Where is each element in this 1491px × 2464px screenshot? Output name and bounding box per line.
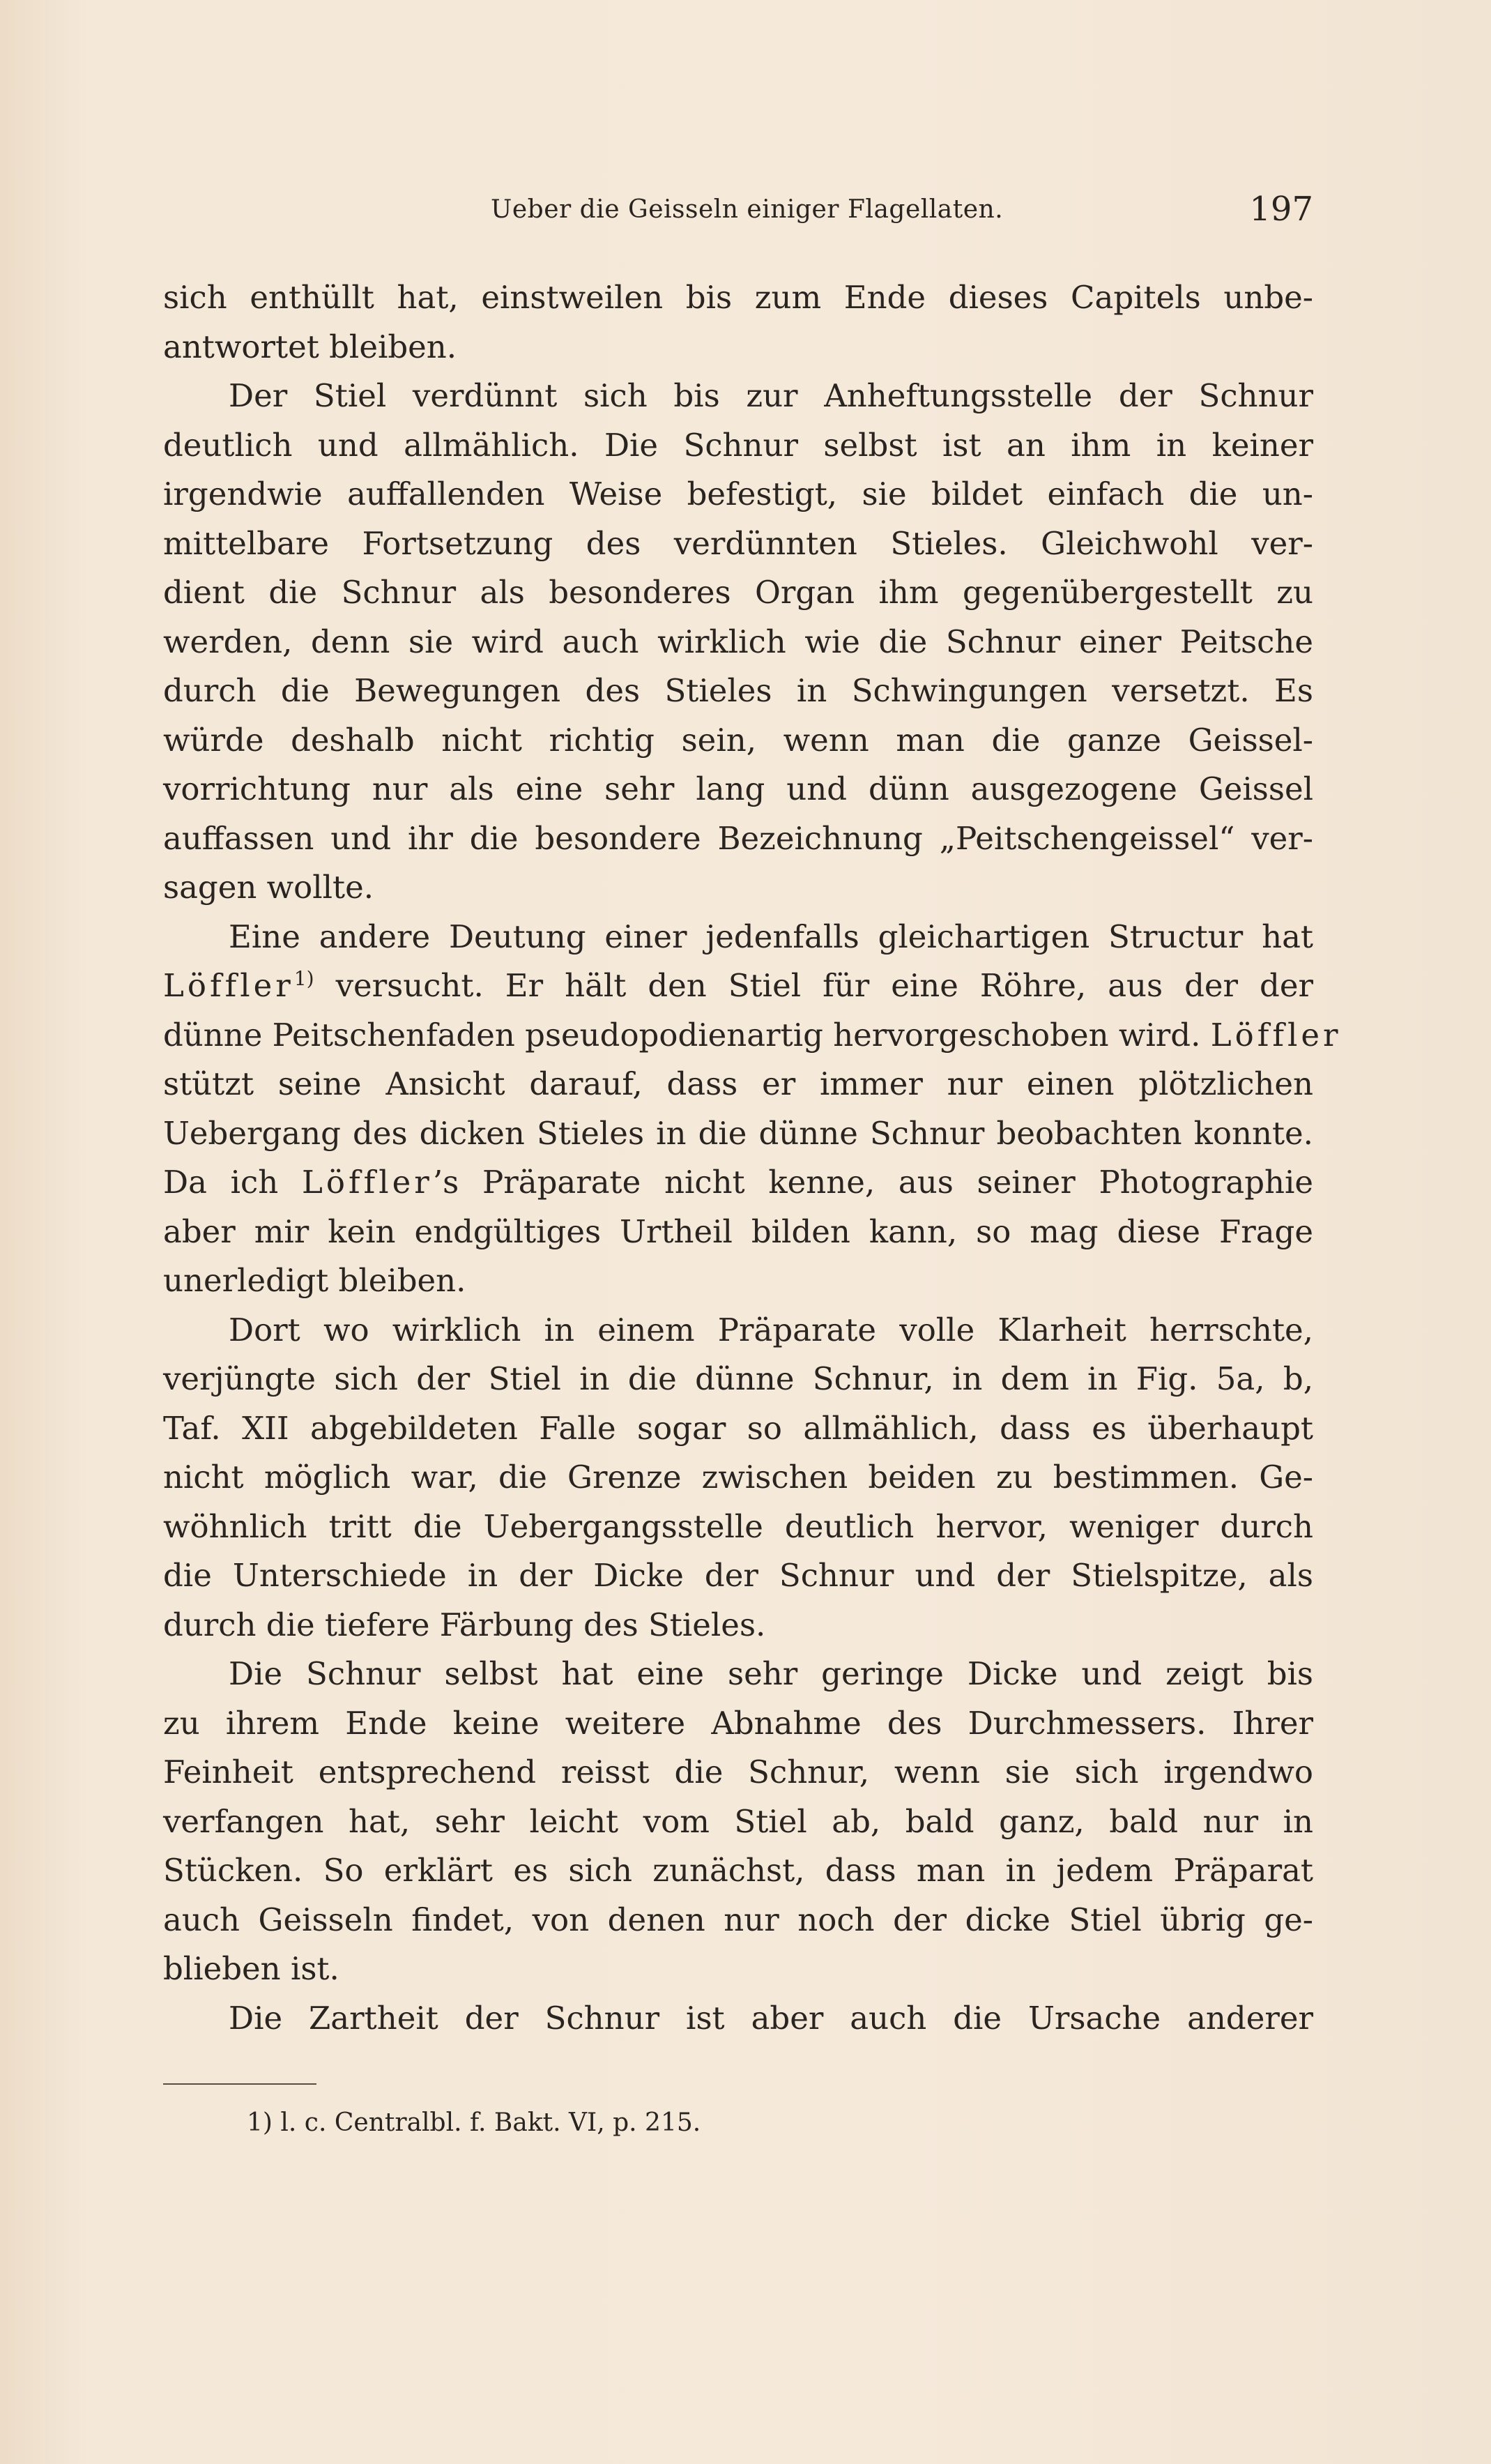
text-line: würde deshalb nicht richtig sein, wenn man die ganze Geissel- (163, 721, 1313, 759)
text-line: werden, denn sie wird auch wirklich wie die Schnur einer Peitsche (163, 623, 1313, 660)
text-fragment: Da ich (163, 1164, 279, 1201)
text-line: durch die Bewegungen des Stieles in Schwingungen versetzt. Es (163, 672, 1313, 709)
text-line: dient die Schnur als besonderes Organ ihm gegenübergestellt zu (163, 574, 1313, 611)
text-line: aber mir kein endgültiges Urtheil bilden kann, so mag diese Frage (163, 1212, 1313, 1250)
text-line (163, 961, 1313, 1011)
footnote-text: l. c. Centralbl. f. Bakt. VI, p. 215. (280, 2108, 701, 2137)
footnote (247, 2106, 701, 2140)
footnote-marker: 1) (247, 2108, 273, 2137)
text-line: blieben ist. (163, 1950, 339, 1987)
footnote-divider (163, 2083, 316, 2085)
text-line: Der Stiel verdünnt sich bis zur Anheftungsstelle der Schnur (229, 377, 1313, 414)
text-line: mittelbare Fortsetzung des verdünnten Stieles. Gleichwohl ver- (163, 524, 1313, 562)
author-name: Löffler (301, 1164, 433, 1201)
text-line: auch Geisseln findet, von denen nur noch der dicke Stiel übrig ge- (163, 1901, 1313, 1938)
text-line: stützt seine Ansicht darauf, dass er immer nur einen plötzlichen (163, 1065, 1313, 1102)
text-line: Die Zartheit der Schnur ist aber auch die Ursache anderer (229, 1999, 1313, 2037)
text-line: wöhnlich tritt die Uebergangsstelle deutlich hervor, weniger durch (163, 1507, 1313, 1545)
text-fragment: versucht. Er hält den Stiel für eine Röhre, aus der der (335, 967, 1313, 1004)
text-line: Die Schnur selbst hat eine sehr geringe Dicke und zeigt bis (229, 1655, 1313, 1692)
page-header (163, 190, 1313, 238)
text-line: Uebergang des dicken Stieles in die dünne Schnur beobachten konnte. (163, 1114, 1313, 1152)
text-line: nicht möglich war, die Grenze zwischen beiden zu bestimmen. Ge- (163, 1459, 1313, 1496)
author-name: Löffler (1210, 1016, 1342, 1054)
text-line: deutlich und allmählich. Die Schnur selbst ist an ihm in keiner (163, 426, 1313, 464)
text-line: Stücken. So erklärt es sich zunächst, dass man in jedem Präparat (163, 1852, 1313, 1889)
text-line: auffassen und ihr die besondere Bezeichnung „Peitschengeissel“ ver- (163, 819, 1313, 857)
text-line: sich enthüllt hat, einstweilen bis zum Ende dieses Capitels unbe- (163, 279, 1313, 316)
text-line: verfangen hat, sehr leicht vom Stiel ab, bald ganz, bald nur in (163, 1802, 1313, 1840)
text-line: vorrichtung nur als eine sehr lang und dünn ausgezogene Geissel (163, 770, 1313, 807)
page-number: 197 (1249, 190, 1313, 229)
text-line: unerledigt bleiben. (163, 1262, 466, 1299)
text-line: verjüngte sich der Stiel in die dünne Schnur, in dem in Fig. 5a, b, (163, 1360, 1313, 1397)
author-name: Löffler (163, 967, 294, 1004)
text-line: antwortet bleiben. (163, 328, 457, 365)
body-text (163, 273, 1342, 2043)
text-line: Dort wo wirklich in einem Präparate volle Klarheit herrschte, (229, 1311, 1313, 1348)
text-line (163, 1011, 1342, 1060)
text-line: Taf. XII abgebildeten Falle sogar so allmählich, dass es überhaupt (163, 1409, 1313, 1447)
text-fragment: dünne Peitschenfaden pseudopodienartig hervorgeschoben wird. (163, 1016, 1201, 1054)
text-fragment: ’s Präparate nicht kenne, aus seiner Photographie (432, 1164, 1314, 1201)
footnote-marker: 1) (293, 967, 314, 990)
text-line: irgendwie auffallenden Weise befestigt, sie bildet einfach die un- (163, 476, 1313, 512)
text-line: sagen wollte. (163, 869, 374, 906)
text-line: zu ihrem Ende keine weitere Abnahme des Durchmessers. Ihrer (163, 1704, 1313, 1742)
text-line: die Unterschiede in der Dicke der Schnur und der Stielspitze, als (163, 1557, 1313, 1594)
text-line: durch die tiefere Färbung des Stieles. (163, 1606, 766, 1643)
running-title: Ueber die Geisseln einiger Flagellaten. (491, 195, 1004, 224)
text-line: Eine andere Deutung einer jedenfalls gleichartigen Structur hat (229, 918, 1313, 955)
text-line (163, 1158, 1313, 1208)
text-line: Feinheit entsprechend reisst die Schnur, wenn sie sich irgendwo (163, 1754, 1313, 1790)
